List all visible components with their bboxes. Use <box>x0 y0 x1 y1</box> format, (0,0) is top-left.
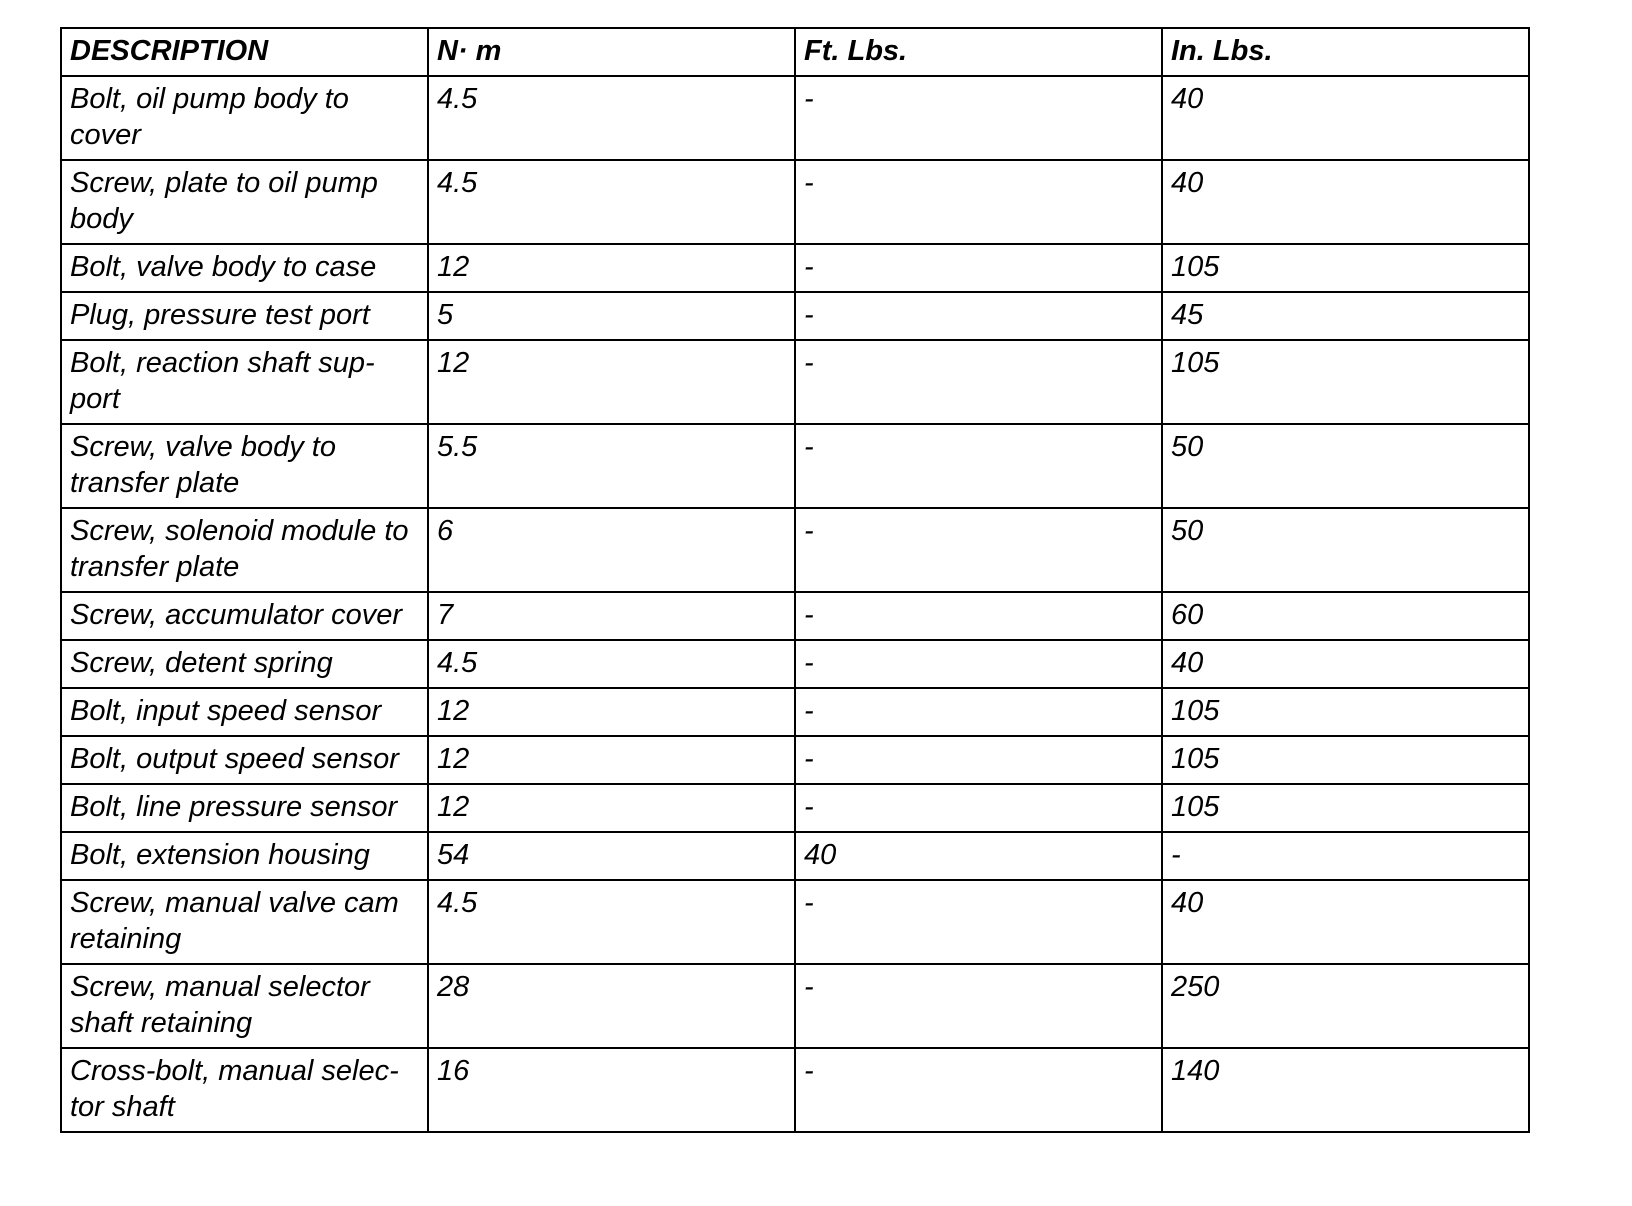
cell-foot-pounds: - <box>795 424 1162 508</box>
cell-newton-meters: 12 <box>428 244 795 292</box>
cell-foot-pounds: - <box>795 640 1162 688</box>
cell-inch-pounds: 105 <box>1162 784 1529 832</box>
table-row <box>61 592 1529 640</box>
table-row <box>61 508 1529 592</box>
cell-description: Screw, manual selector shaft retaining <box>61 964 428 1048</box>
cell-newton-meters: 12 <box>428 784 795 832</box>
table-row <box>61 880 1529 964</box>
cell-newton-meters: 54 <box>428 832 795 880</box>
cell-inch-pounds: 105 <box>1162 736 1529 784</box>
cell-inch-pounds: 50 <box>1162 424 1529 508</box>
cell-description: Screw, accumulator cover <box>61 592 428 640</box>
cell-description: Screw, valve body to transfer plate <box>61 424 428 508</box>
cell-newton-meters: 16 <box>428 1048 795 1132</box>
table-row <box>61 160 1529 244</box>
table-row <box>61 964 1529 1048</box>
cell-foot-pounds: 40 <box>795 832 1162 880</box>
cell-foot-pounds: - <box>795 784 1162 832</box>
cell-newton-meters: 28 <box>428 964 795 1048</box>
cell-inch-pounds: 140 <box>1162 1048 1529 1132</box>
cell-description: Bolt, extension housing <box>61 832 428 880</box>
cell-newton-meters: 12 <box>428 736 795 784</box>
table-row <box>61 424 1529 508</box>
table-row <box>61 832 1529 880</box>
cell-newton-meters: 12 <box>428 340 795 424</box>
cell-inch-pounds: 45 <box>1162 292 1529 340</box>
cell-description: Screw, detent spring <box>61 640 428 688</box>
cell-foot-pounds: - <box>795 688 1162 736</box>
cell-newton-meters: 5.5 <box>428 424 795 508</box>
cell-newton-meters: 7 <box>428 592 795 640</box>
cell-description: Bolt, oil pump body to cover <box>61 76 428 160</box>
cell-inch-pounds: 50 <box>1162 508 1529 592</box>
table-row <box>61 76 1529 160</box>
cell-inch-pounds: 60 <box>1162 592 1529 640</box>
cell-description: Bolt, line pressure sensor <box>61 784 428 832</box>
cell-description: Bolt, reaction shaft sup- port <box>61 340 428 424</box>
cell-inch-pounds: 105 <box>1162 244 1529 292</box>
cell-foot-pounds: - <box>795 880 1162 964</box>
table-row <box>61 640 1529 688</box>
cell-foot-pounds: - <box>795 76 1162 160</box>
table-header-row <box>61 28 1529 76</box>
cell-newton-meters: 6 <box>428 508 795 592</box>
cell-foot-pounds: - <box>795 508 1162 592</box>
header-foot-pounds: Ft. Lbs. <box>795 28 1162 76</box>
cell-description: Plug, pressure test port <box>61 292 428 340</box>
torque-specifications-table <box>60 27 1530 1133</box>
table-row <box>61 1048 1529 1132</box>
table-row <box>61 784 1529 832</box>
cell-inch-pounds: 40 <box>1162 76 1529 160</box>
table-row <box>61 292 1529 340</box>
cell-newton-meters: 4.5 <box>428 76 795 160</box>
cell-inch-pounds: - <box>1162 832 1529 880</box>
cell-description: Bolt, input speed sensor <box>61 688 428 736</box>
cell-inch-pounds: 40 <box>1162 160 1529 244</box>
cell-foot-pounds: - <box>795 592 1162 640</box>
table-row <box>61 688 1529 736</box>
table-row <box>61 736 1529 784</box>
cell-inch-pounds: 40 <box>1162 880 1529 964</box>
cell-description: Cross-bolt, manual selec- tor shaft <box>61 1048 428 1132</box>
header-description: DESCRIPTION <box>61 28 428 76</box>
cell-newton-meters: 12 <box>428 688 795 736</box>
cell-inch-pounds: 105 <box>1162 340 1529 424</box>
cell-description: Bolt, valve body to case <box>61 244 428 292</box>
cell-foot-pounds: - <box>795 964 1162 1048</box>
table-row <box>61 340 1529 424</box>
cell-inch-pounds: 40 <box>1162 640 1529 688</box>
cell-newton-meters: 5 <box>428 292 795 340</box>
cell-foot-pounds: - <box>795 736 1162 784</box>
cell-foot-pounds: - <box>795 1048 1162 1132</box>
table-row <box>61 244 1529 292</box>
cell-inch-pounds: 105 <box>1162 688 1529 736</box>
cell-description: Screw, plate to oil pump body <box>61 160 428 244</box>
cell-newton-meters: 4.5 <box>428 640 795 688</box>
cell-newton-meters: 4.5 <box>428 880 795 964</box>
cell-description: Screw, manual valve cam retaining <box>61 880 428 964</box>
cell-foot-pounds: - <box>795 244 1162 292</box>
cell-foot-pounds: - <box>795 292 1162 340</box>
header-newton-meters: N· m <box>428 28 795 76</box>
cell-newton-meters: 4.5 <box>428 160 795 244</box>
cell-description: Bolt, output speed sensor <box>61 736 428 784</box>
cell-inch-pounds: 250 <box>1162 964 1529 1048</box>
cell-description: Screw, solenoid module to transfer plate <box>61 508 428 592</box>
cell-foot-pounds: - <box>795 340 1162 424</box>
cell-foot-pounds: - <box>795 160 1162 244</box>
header-inch-pounds: In. Lbs. <box>1162 28 1529 76</box>
